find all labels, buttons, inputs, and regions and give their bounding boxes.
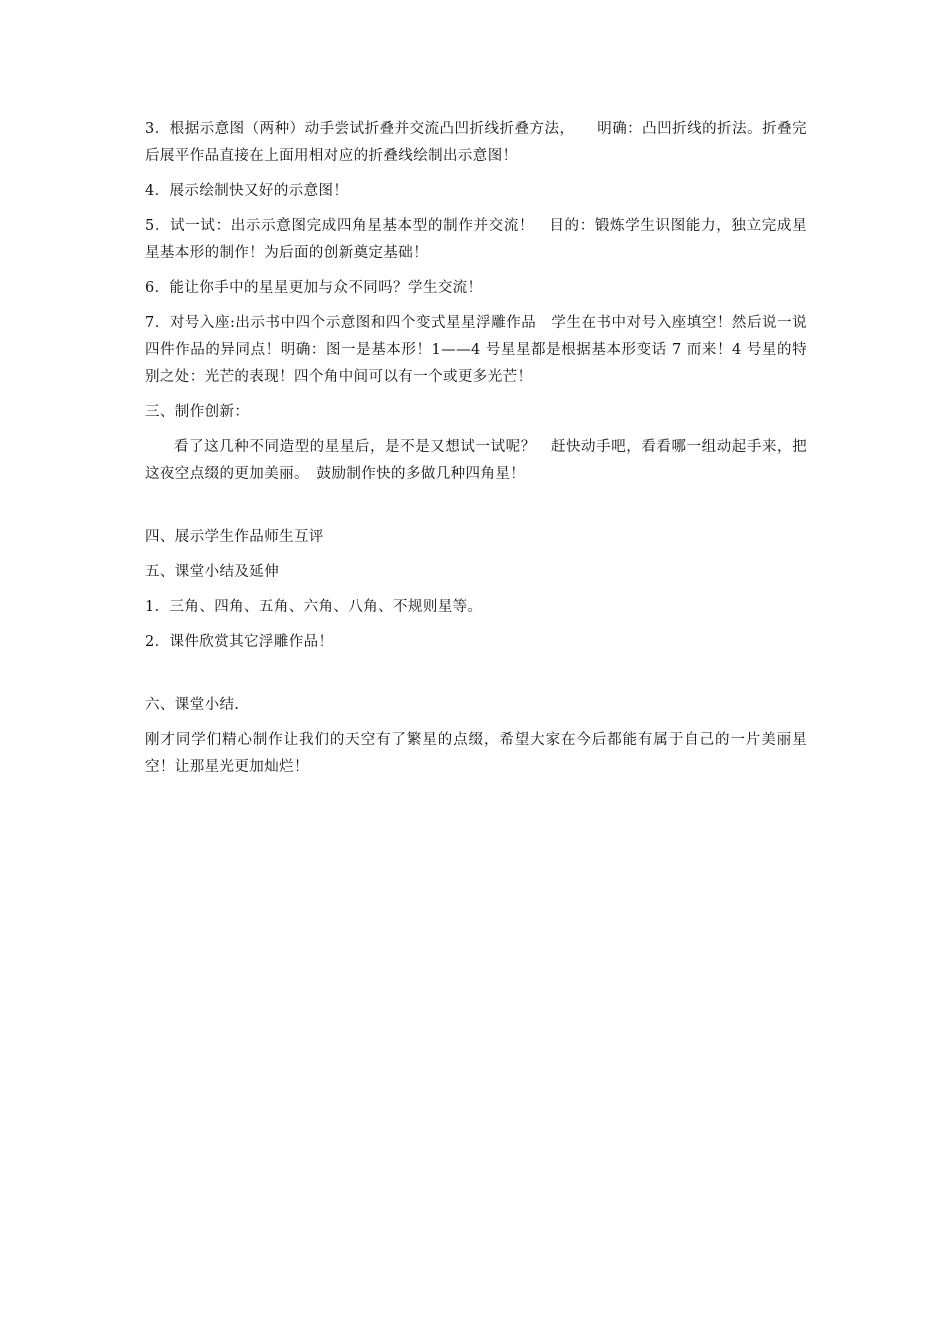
blank-line <box>145 496 807 524</box>
creation-paragraph: 看了这几种不同造型的星星后，是不是又想试一试呢？ 赶快动手吧，看看哪一组动起手来，把这夜空点缀的更加美丽。 鼓励制作快的多做几种四角星！ <box>145 439 807 482</box>
section-5-heading: 五、课堂小结及延伸 <box>145 564 280 580</box>
step-6-paragraph: 6．能让你手中的星星更加与众不同吗？学生交流！ <box>145 280 483 296</box>
summary-item-2: 2．课件欣赏其它浮雕作品！ <box>145 634 334 650</box>
section-4-heading: 四、展示学生作品师生互评 <box>145 529 324 545</box>
step-5-paragraph: 5．试一试：出示示意图完成四角星基本型的制作并交流！ 目的：锻炼学生识图能力，独立完成星星基本形的制作！为后面的创新奠定基础！ <box>145 218 807 261</box>
section-6-heading: 六、课堂小结. <box>145 697 240 713</box>
step-4-paragraph: 4．展示绘制快又好的示意图！ <box>145 183 349 199</box>
closing-paragraph: 刚才同学们精心制作让我们的天空有了繁星的点缀，希望大家在今后都能有属于自己的一片美丽星空！让那星光更加灿烂！ <box>145 732 807 775</box>
step-7-paragraph: 7．对号入座:出示书中四个示意图和四个变式星星浮雕作品 学生在书中对号入座填空！然后说一说四件作品的异同点！明确：图一是基本形！1——4 号星星都是根据基本形变话 7 而来！4 号星的特别之处：光芒的表现！四个角中间可以有一个或更多光芒！ <box>145 315 807 385</box>
document-body <box>145 116 807 789</box>
step-3-paragraph: 3．根据示意图（两种）动手尝试折叠并交流凸凹折线折叠方法， 明确：凸凹折线的折法。折叠完后展平作品直接在上面用相对应的折叠线绘制出示意图！ <box>145 121 807 164</box>
summary-item-1: 1．三角、四角、五角、六角、八角、不规则星等。 <box>145 599 483 615</box>
blank-line <box>145 664 807 692</box>
section-3-heading: 三、制作创新： <box>145 404 250 420</box>
